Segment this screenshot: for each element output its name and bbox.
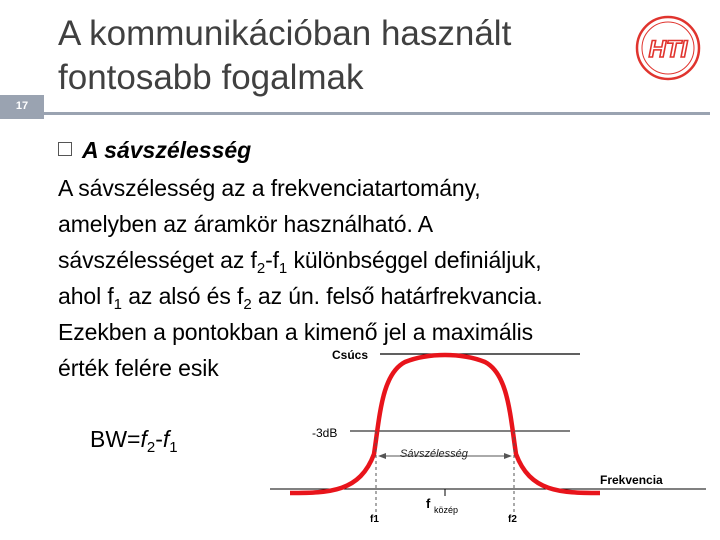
body-line-3-mid: -f bbox=[265, 247, 279, 273]
formula-sub-2: 2 bbox=[146, 439, 156, 456]
body-line-3-pre: sávszélességet az f bbox=[58, 247, 257, 273]
body-line-4-sub-2: 2 bbox=[243, 296, 252, 313]
center-frequency-label: f bbox=[426, 496, 431, 511]
formula-minus: - bbox=[155, 426, 163, 452]
slide-number: 17 bbox=[15, 100, 29, 112]
formula-lhs: BW= bbox=[90, 426, 141, 452]
center-frequency-sub: közép bbox=[434, 505, 459, 515]
body-line-2: amelyben az áramkör használható. A bbox=[58, 211, 434, 237]
logo-lettering: HTI bbox=[648, 36, 688, 63]
minus-3db-label: -3dB bbox=[312, 426, 338, 440]
peak-label: Csúcs bbox=[332, 348, 369, 362]
body-line-6: érték felére esik bbox=[58, 355, 219, 381]
formula-sub-1: 1 bbox=[169, 439, 178, 456]
bandwidth-label: Sávszélesség bbox=[400, 448, 468, 460]
bullet-square-icon bbox=[58, 142, 72, 156]
f1-label: f1 bbox=[370, 514, 379, 525]
title-divider bbox=[44, 112, 710, 115]
frequency-axis-label: Frekvencia bbox=[600, 473, 663, 487]
body-line-1: A sávszélesség az a frekvenciatartomány, bbox=[58, 175, 481, 201]
body-line-4-pre: ahol f bbox=[58, 283, 114, 309]
body-line-4 bbox=[58, 278, 708, 314]
formula-f1: f bbox=[162, 426, 170, 452]
body-line-4-sub-1: 1 bbox=[113, 296, 122, 313]
body-line-3-sub-2: 2 bbox=[256, 260, 266, 277]
slide-title-line-1: A kommunikációban használt bbox=[58, 14, 512, 53]
hti-logo bbox=[632, 12, 704, 84]
slide-title bbox=[58, 12, 618, 100]
f2-label: f2 bbox=[508, 514, 517, 525]
body-line-5: Ezekben a pontokban a kimenő jel a maximális bbox=[58, 319, 534, 345]
body-line-3 bbox=[58, 242, 708, 278]
bandwidth-diagram bbox=[270, 344, 710, 540]
bandwidth-formula bbox=[90, 424, 178, 454]
formula-f2: f bbox=[140, 426, 147, 452]
body-line-4-post: az ún. felső határfrekvancia. bbox=[251, 283, 543, 309]
bullet-heading-text: A sávszélesség bbox=[82, 137, 252, 163]
body-line-3-sub-1: 1 bbox=[278, 260, 288, 277]
body-line-3-post: különbséggel definiáljuk, bbox=[287, 247, 542, 273]
body-line-4-mid: az alsó és f bbox=[121, 283, 244, 309]
bullet-heading bbox=[58, 136, 251, 164]
slide-title-line-2: fontosabb fogalmak bbox=[58, 58, 364, 97]
